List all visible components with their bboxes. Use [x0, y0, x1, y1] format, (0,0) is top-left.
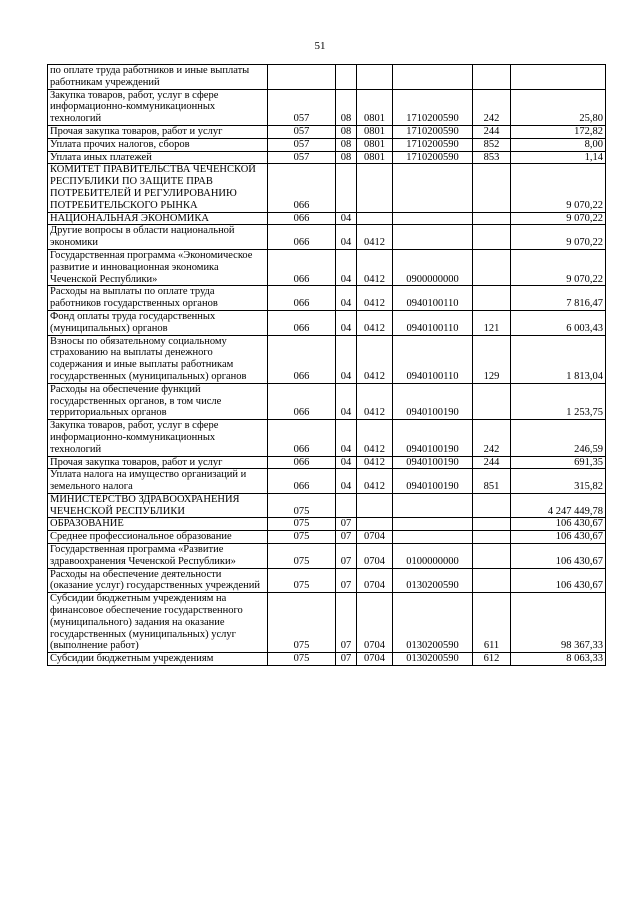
- subsection-code-cell: [357, 212, 393, 225]
- row-name-cell: Расходы на выплаты по оплате труда работников государственных органов: [48, 286, 268, 311]
- expense-type-cell: 612: [473, 653, 511, 666]
- section-code-cell: 07: [336, 593, 357, 653]
- ministry-code-cell: 075: [268, 544, 336, 569]
- target-article-cell: 1710200590: [393, 89, 473, 125]
- amount-cell: 9 070,22: [511, 164, 606, 212]
- subsection-code-cell: 0704: [357, 593, 393, 653]
- expense-type-cell: 242: [473, 420, 511, 456]
- table-row: [48, 469, 606, 494]
- table-row: [48, 151, 606, 164]
- ministry-code-cell: 057: [268, 138, 336, 151]
- table-row: [48, 456, 606, 469]
- ministry-code-cell: 066: [268, 469, 336, 494]
- subsection-code-cell: 0412: [357, 286, 393, 311]
- target-article-cell: 0130200590: [393, 568, 473, 593]
- section-code-cell: 04: [336, 420, 357, 456]
- target-article-cell: [393, 225, 473, 250]
- amount-cell: 4 247 449,78: [511, 493, 606, 518]
- section-code-cell: 08: [336, 151, 357, 164]
- row-name-cell: МИНИСТЕРСТВО ЗДРАВООХРАНЕНИЯ ЧЕЧЕНСКОЙ РЕСПУБЛИКИ: [48, 493, 268, 518]
- expense-type-cell: [473, 225, 511, 250]
- row-name-cell: Уплата налога на имущество организаций и земельного налога: [48, 469, 268, 494]
- row-name-cell: Расходы на обеспечение деятельности (оказание услуг) государственных учреждений: [48, 568, 268, 593]
- expense-type-cell: [473, 286, 511, 311]
- ministry-code-cell: 075: [268, 518, 336, 531]
- target-article-cell: [393, 493, 473, 518]
- table-row: [48, 249, 606, 285]
- amount-cell: 25,80: [511, 89, 606, 125]
- amount-cell: 6 003,43: [511, 310, 606, 335]
- subsection-code-cell: 0801: [357, 125, 393, 138]
- subsection-code-cell: 0412: [357, 335, 393, 383]
- section-code-cell: 04: [336, 212, 357, 225]
- amount-cell: 9 070,22: [511, 212, 606, 225]
- target-article-cell: 0100000000: [393, 544, 473, 569]
- ministry-code-cell: 057: [268, 125, 336, 138]
- ministry-code-cell: 057: [268, 151, 336, 164]
- ministry-code-cell: 075: [268, 531, 336, 544]
- table-row: [48, 518, 606, 531]
- budget-table: [47, 64, 606, 666]
- section-code-cell: 04: [336, 286, 357, 311]
- expense-type-cell: 244: [473, 456, 511, 469]
- table-row: [48, 65, 606, 90]
- section-code-cell: [336, 164, 357, 212]
- table-row: [48, 531, 606, 544]
- ministry-code-cell: 075: [268, 593, 336, 653]
- table-row: [48, 653, 606, 666]
- row-name-cell: КОМИТЕТ ПРАВИТЕЛЬСТВА ЧЕЧЕНСКОЙ РЕСПУБЛИКИ ПО ЗАЩИТЕ ПРАВ ПОТРЕБИТЕЛЕЙ И РЕГУЛИРОВАНИЮ ПОТРЕБИТЕЛЬСКОГО РЫНКА: [48, 164, 268, 212]
- expense-type-cell: [473, 383, 511, 419]
- amount-cell: 315,82: [511, 469, 606, 494]
- amount-cell: [511, 65, 606, 90]
- target-article-cell: 0940100190: [393, 456, 473, 469]
- target-article-cell: 0900000000: [393, 249, 473, 285]
- amount-cell: 246,59: [511, 420, 606, 456]
- ministry-code-cell: 066: [268, 310, 336, 335]
- amount-cell: 106 430,67: [511, 531, 606, 544]
- amount-cell: 172,82: [511, 125, 606, 138]
- subsection-code-cell: [357, 65, 393, 90]
- subsection-code-cell: 0801: [357, 138, 393, 151]
- amount-cell: 1 813,04: [511, 335, 606, 383]
- row-name-cell: Закупка товаров, работ, услуг в сфере информационно-коммуникационных технологий: [48, 89, 268, 125]
- ministry-code-cell: 066: [268, 286, 336, 311]
- amount-cell: 9 070,22: [511, 249, 606, 285]
- subsection-code-cell: 0412: [357, 383, 393, 419]
- page-number: 51: [314, 40, 326, 52]
- target-article-cell: 0940100190: [393, 420, 473, 456]
- ministry-code-cell: 057: [268, 89, 336, 125]
- expense-type-cell: [473, 65, 511, 90]
- table-row: [48, 164, 606, 212]
- target-article-cell: 0940100190: [393, 469, 473, 494]
- expense-type-cell: [473, 531, 511, 544]
- ministry-code-cell: [268, 65, 336, 90]
- subsection-code-cell: 0412: [357, 310, 393, 335]
- subsection-code-cell: 0412: [357, 225, 393, 250]
- row-name-cell: ОБРАЗОВАНИЕ: [48, 518, 268, 531]
- table-row: [48, 544, 606, 569]
- target-article-cell: 0940100190: [393, 383, 473, 419]
- subsection-code-cell: [357, 164, 393, 212]
- table-row: [48, 89, 606, 125]
- target-article-cell: [393, 518, 473, 531]
- amount-cell: 106 430,67: [511, 518, 606, 531]
- row-name-cell: Уплата прочих налогов, сборов: [48, 138, 268, 151]
- ministry-code-cell: 066: [268, 383, 336, 419]
- amount-cell: 1 253,75: [511, 383, 606, 419]
- ministry-code-cell: 066: [268, 335, 336, 383]
- subsection-code-cell: 0412: [357, 456, 393, 469]
- section-code-cell: 08: [336, 89, 357, 125]
- row-name-cell: Уплата иных платежей: [48, 151, 268, 164]
- table-row: [48, 212, 606, 225]
- ministry-code-cell: 066: [268, 249, 336, 285]
- expense-type-cell: [473, 544, 511, 569]
- target-article-cell: [393, 531, 473, 544]
- expense-type-cell: [473, 249, 511, 285]
- expense-type-cell: 242: [473, 89, 511, 125]
- subsection-code-cell: [357, 518, 393, 531]
- target-article-cell: 0130200590: [393, 593, 473, 653]
- target-article-cell: 0940100110: [393, 286, 473, 311]
- table-row: [48, 286, 606, 311]
- ministry-code-cell: 075: [268, 493, 336, 518]
- row-name-cell: Закупка товаров, работ, услуг в сфере информационно-коммуникационных технологий: [48, 420, 268, 456]
- ministry-code-cell: 066: [268, 420, 336, 456]
- amount-cell: 106 430,67: [511, 544, 606, 569]
- table-row: [48, 310, 606, 335]
- ministry-code-cell: 066: [268, 164, 336, 212]
- expense-type-cell: 121: [473, 310, 511, 335]
- subsection-code-cell: 0704: [357, 568, 393, 593]
- target-article-cell: 1710200590: [393, 138, 473, 151]
- row-name-cell: НАЦИОНАЛЬНАЯ ЭКОНОМИКА: [48, 212, 268, 225]
- ministry-code-cell: 075: [268, 568, 336, 593]
- row-name-cell: Субсидии бюджетным учреждениям: [48, 653, 268, 666]
- row-name-cell: Государственная программа «Развитие здравоохранения Чеченской Республики»: [48, 544, 268, 569]
- expense-type-cell: [473, 568, 511, 593]
- row-name-cell: Прочая закупка товаров, работ и услуг: [48, 125, 268, 138]
- amount-cell: 8,00: [511, 138, 606, 151]
- subsection-code-cell: 0704: [357, 653, 393, 666]
- expense-type-cell: 852: [473, 138, 511, 151]
- section-code-cell: 07: [336, 531, 357, 544]
- table-row: [48, 593, 606, 653]
- section-code-cell: 08: [336, 125, 357, 138]
- expense-type-cell: [473, 518, 511, 531]
- expense-type-cell: 129: [473, 335, 511, 383]
- amount-cell: 9 070,22: [511, 225, 606, 250]
- table-row: [48, 420, 606, 456]
- table-row: [48, 138, 606, 151]
- expense-type-cell: [473, 212, 511, 225]
- row-name-cell: Субсидии бюджетным учреждениям на финансовое обеспечение государственного (муниципального) задания на оказание государственных (муниципальных) услуг (выполнение работ): [48, 593, 268, 653]
- table-row: [48, 225, 606, 250]
- ministry-code-cell: 075: [268, 653, 336, 666]
- table-body: [48, 65, 606, 666]
- section-code-cell: 04: [336, 335, 357, 383]
- expense-type-cell: 244: [473, 125, 511, 138]
- section-code-cell: 04: [336, 249, 357, 285]
- section-code-cell: 04: [336, 383, 357, 419]
- subsection-code-cell: 0801: [357, 151, 393, 164]
- row-name-cell: Расходы на обеспечение функций государственных органов, в том числе территориальных органов: [48, 383, 268, 419]
- target-article-cell: [393, 164, 473, 212]
- row-name-cell: Прочая закупка товаров, работ и услуг: [48, 456, 268, 469]
- row-name-cell: Государственная программа «Экономическое развитие и инновационная экономика Чеченской Республики»: [48, 249, 268, 285]
- section-code-cell: 07: [336, 653, 357, 666]
- ministry-code-cell: 066: [268, 225, 336, 250]
- amount-cell: 1,14: [511, 151, 606, 164]
- subsection-code-cell: 0412: [357, 420, 393, 456]
- target-article-cell: 0940100110: [393, 310, 473, 335]
- amount-cell: 7 816,47: [511, 286, 606, 311]
- section-code-cell: [336, 493, 357, 518]
- subsection-code-cell: 0704: [357, 544, 393, 569]
- row-name-cell: по оплате труда работников и иные выплаты работникам учреждений: [48, 65, 268, 90]
- row-name-cell: Среднее профессиональное образование: [48, 531, 268, 544]
- section-code-cell: 07: [336, 518, 357, 531]
- amount-cell: 106 430,67: [511, 568, 606, 593]
- row-name-cell: Другие вопросы в области национальной экономики: [48, 225, 268, 250]
- table-row: [48, 125, 606, 138]
- expense-type-cell: 853: [473, 151, 511, 164]
- amount-cell: 8 063,33: [511, 653, 606, 666]
- target-article-cell: [393, 212, 473, 225]
- subsection-code-cell: 0801: [357, 89, 393, 125]
- subsection-code-cell: [357, 493, 393, 518]
- subsection-code-cell: 0412: [357, 249, 393, 285]
- target-article-cell: 1710200590: [393, 125, 473, 138]
- expense-type-cell: 611: [473, 593, 511, 653]
- row-name-cell: Фонд оплаты труда государственных (муниципальных) органов: [48, 310, 268, 335]
- table-row: [48, 383, 606, 419]
- section-code-cell: 04: [336, 225, 357, 250]
- section-code-cell: 07: [336, 544, 357, 569]
- table-row: [48, 568, 606, 593]
- section-code-cell: 04: [336, 456, 357, 469]
- section-code-cell: 07: [336, 568, 357, 593]
- section-code-cell: 04: [336, 469, 357, 494]
- ministry-code-cell: 066: [268, 212, 336, 225]
- subsection-code-cell: 0412: [357, 469, 393, 494]
- amount-cell: 691,35: [511, 456, 606, 469]
- table-row: [48, 493, 606, 518]
- expense-type-cell: [473, 164, 511, 212]
- expense-type-cell: 851: [473, 469, 511, 494]
- section-code-cell: 04: [336, 310, 357, 335]
- target-article-cell: [393, 65, 473, 90]
- expense-type-cell: [473, 493, 511, 518]
- ministry-code-cell: 066: [268, 456, 336, 469]
- section-code-cell: [336, 65, 357, 90]
- subsection-code-cell: 0704: [357, 531, 393, 544]
- section-code-cell: 08: [336, 138, 357, 151]
- target-article-cell: 0940100110: [393, 335, 473, 383]
- table-row: [48, 335, 606, 383]
- amount-cell: 98 367,33: [511, 593, 606, 653]
- row-name-cell: Взносы по обязательному социальному страхованию на выплаты денежного содержания и иные выплаты работникам государственных (муниципальных) органов: [48, 335, 268, 383]
- target-article-cell: 1710200590: [393, 151, 473, 164]
- target-article-cell: 0130200590: [393, 653, 473, 666]
